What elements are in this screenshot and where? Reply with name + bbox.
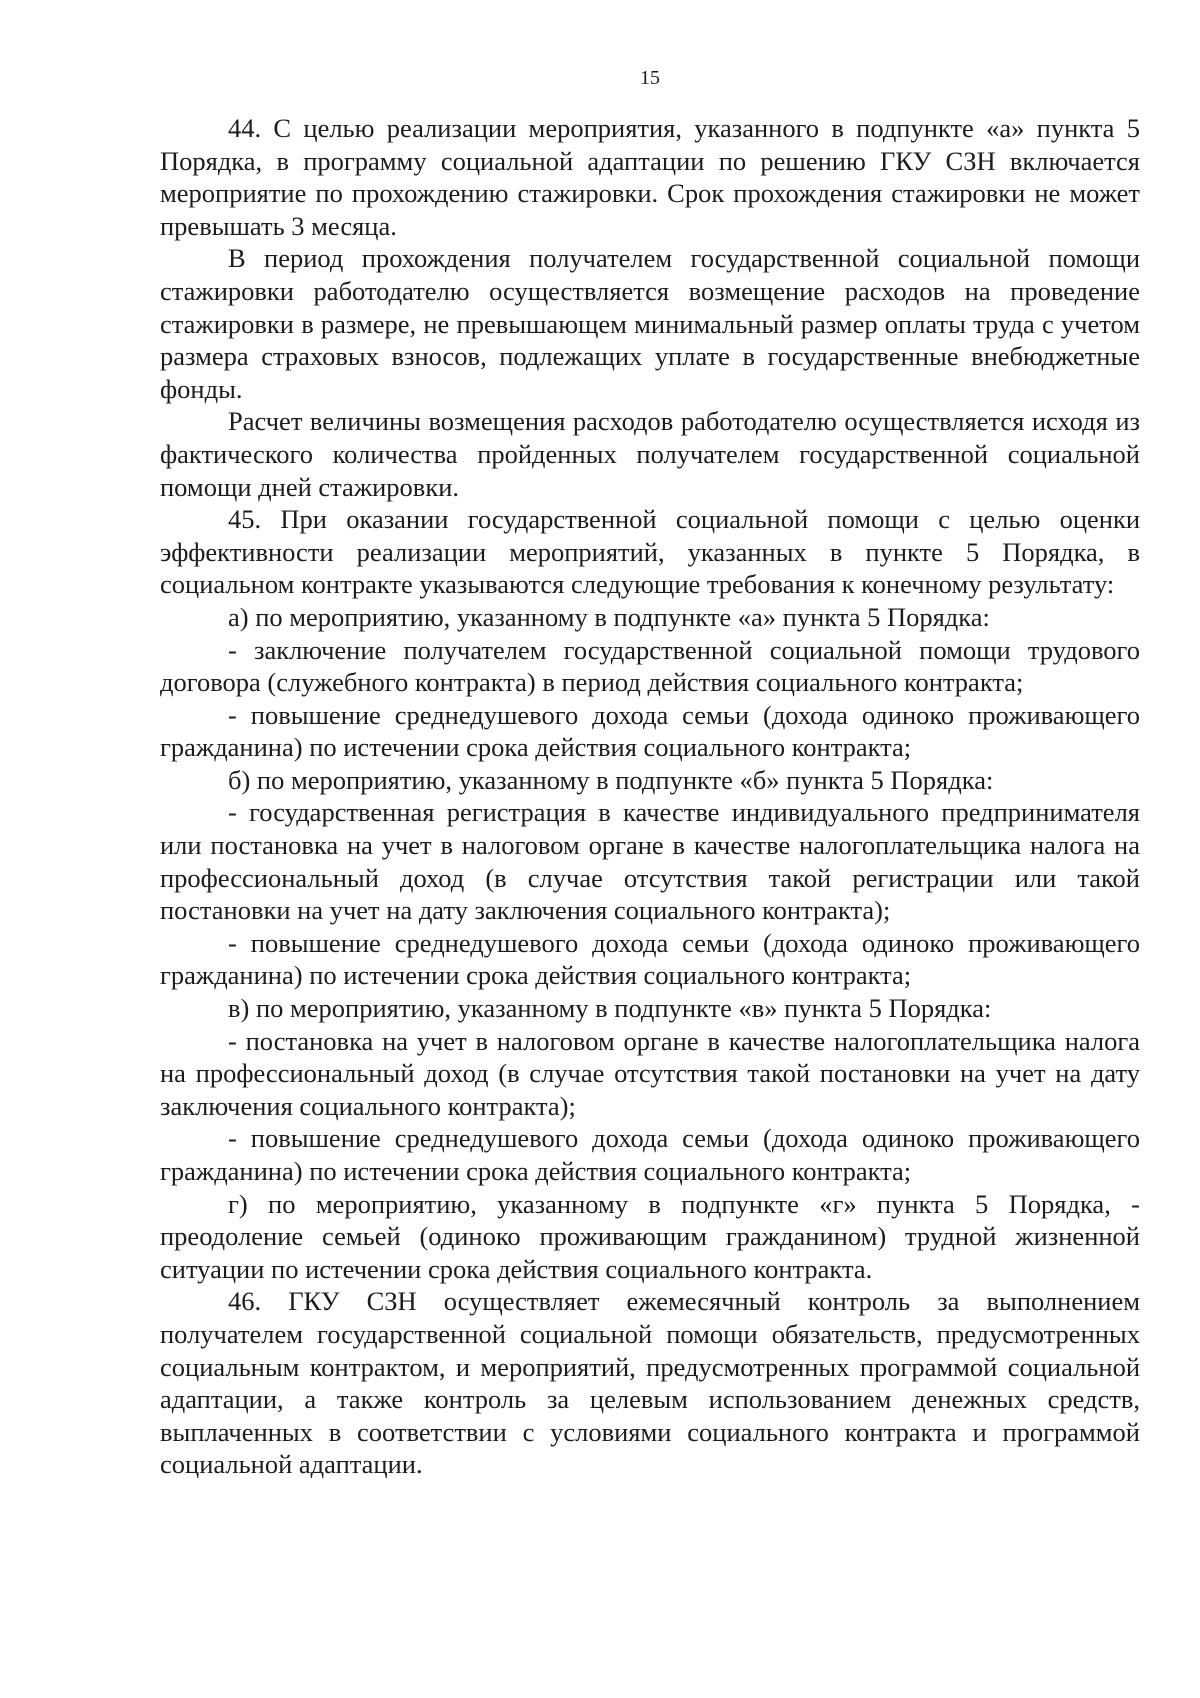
- list-item-v-2: - повышение среднедушевого дохода семьи (дохода одиноко проживающего гражданина) по истечении срока действия социального контракта;: [160, 1123, 1140, 1186]
- list-item-a-2: - повышение среднедушевого дохода семьи (дохода одиноко проживающего гражданина) по истечении срока действия социального контракта;: [160, 699, 1140, 763]
- list-item-a-1: - заключение получателем государственной социальной помощи трудового договора (служебного контракта) в период действия социального контракта;: [160, 634, 1140, 698]
- paragraph-46: 46. ГКУ СЗН осуществляет ежемесячный контроль за выполнением получателем государственной социальной помощи обязательств, предусмотренных социальным контрактом, и мероприятий, предусмотренных программой социальной адаптации, а также контроль за целевым использованием денежных средств, выплаченных в соответствии с условиями социального контракта и программой социальной адаптации.: [160, 1286, 1140, 1480]
- subitem-g: г) по мероприятию, указанному в подпункте «г» пункта 5 Порядка, - преодоление семьей (одиноко проживающим гражданином) трудной жизненной ситуации по истечении срока действия социального контракта.: [160, 1188, 1140, 1284]
- paragraph-44: 44. С целью реализации мероприятия, указанного в подпункте «а» пункта 5 Порядка, в программу социальной адаптации по решению ГКУ СЗН включается мероприятие по прохождению стажировки. Срок прохождения стажировки не может превышать 3 месяца.: [160, 113, 1140, 241]
- subitem-v: в) по мероприятию, указанному в подпункте «в» пункта 5 Порядка:: [228, 993, 992, 1024]
- list-item-b-2: - повышение среднедушевого дохода семьи (дохода одиноко проживающего гражданина) по истечении срока действия социального контракта;: [160, 927, 1140, 991]
- subitem-a: а) по мероприятию, указанному в подпункте «а» пункта 5 Порядка:: [228, 601, 990, 632]
- paragraph-internship-compensation: В период прохождения получателем государственной социальной помощи стажировки работодателю осуществляется возмещение расходов на проведение стажировки в размере, не превышающем минимальный размер оплаты труда с учетом размера страховых взносов, подлежащих уплате в государственные внебюджетные фонды.: [160, 243, 1140, 404]
- paragraph-45: 45. При оказании государственной социальной помощи с целью оценки эффективности реализации мероприятий, указанных в пункте 5 Порядка, в социальном контракте указываются следующие требования к конечному результату:: [160, 504, 1140, 600]
- list-item-v-1: - постановка на учет в налоговом органе в качестве налогоплательщика налога на профессиональный доход (в случае отсутствия такой постановки на учет на дату заключения социального контракта);: [160, 1025, 1140, 1121]
- document-body: [160, 112, 1140, 1481]
- paragraph-compensation-calculation: Расчет величины возмещения расходов работодателю осуществляется исходя из фактического количества пройденных получателем государственной социальной помощи дней стажировки.: [160, 406, 1140, 502]
- subitem-b: б) по мероприятию, указанному в подпункте «б» пункта 5 Порядка:: [228, 764, 994, 795]
- page-number: 15: [640, 67, 660, 89]
- list-item-b-1: - государственная регистрация в качестве индивидуального предпринимателя или постановка на учет в налоговом органе в качестве налогоплательщика налога на профессиональный доход (в случае отсутствия такой регистрации или такой постановки на учет на дату заключения социального контракта);: [160, 797, 1140, 926]
